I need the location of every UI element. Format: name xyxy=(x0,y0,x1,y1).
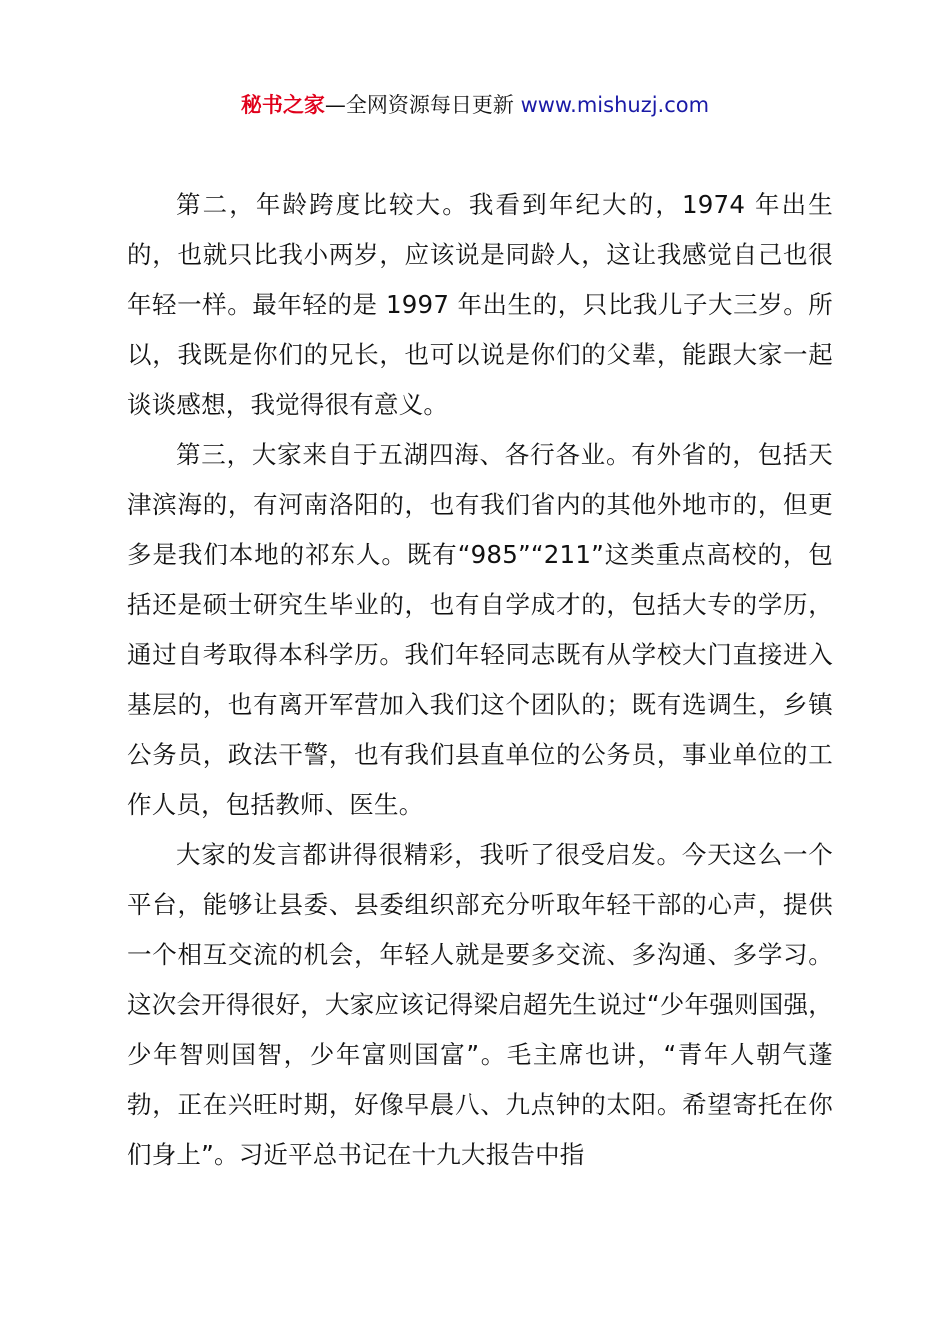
paragraph: 第三，大家来自于五湖四海、各行各业。有外省的，包括天津滨海的，有河南洛阳的，也有我们省内的其他外地市的，但更多是我们本地的祁东人。既有“985”“211”这类重点高校的，包括还是硕士研究生毕业的，也有自学成才的，包括大专的学历，通过自考取得本科学历。我们年轻同志既有从学校大门直接进入基层的，也有离开军营加入我们这个团队的；既有选调生，乡镇公务员，政法干警，也有我们县直单位的公务员，事业单位的工作人员，包括教师、医生。 xyxy=(127,440,833,819)
header-tagline: —全网资源每日更新 xyxy=(324,93,521,117)
website-link[interactable]: www.mishuzj.com xyxy=(520,93,710,117)
paragraph: 第二，年龄跨度比较大。我看到年纪大的，1974 年出生的，也就只比我小两岁，应该说是同龄人，这让我感觉自己也很年轻一样。最年轻的是 1997 年出生的，只比我儿子大三岁。所以，我既是你们的兄长，也可以说是你们的父辈，能跟大家一起谈谈感想，我觉得很有意义。 xyxy=(127,190,833,419)
paragraph: 大家的发言都讲得很精彩，我听了很受启发。今天这么一个平台，能够让县委、县委组织部充分听取年轻干部的心声，提供一个相互交流的机会，年轻人就是要多交流、多沟通、多学习。这次会开得很好，大家应该记得梁启超先生说过“少年强则国强，少年智则国智，少年富则国富”。毛主席也讲，“青年人朝气蓬勃，正在兴旺时期，好像早晨八、九点钟的太阳。希望寄托在你们身上”。习近平总书记在十九大报告中指 xyxy=(127,840,833,1169)
page-header xyxy=(0,88,950,122)
brand-name: 秘书之家 xyxy=(240,93,325,117)
document-body xyxy=(127,180,833,1180)
